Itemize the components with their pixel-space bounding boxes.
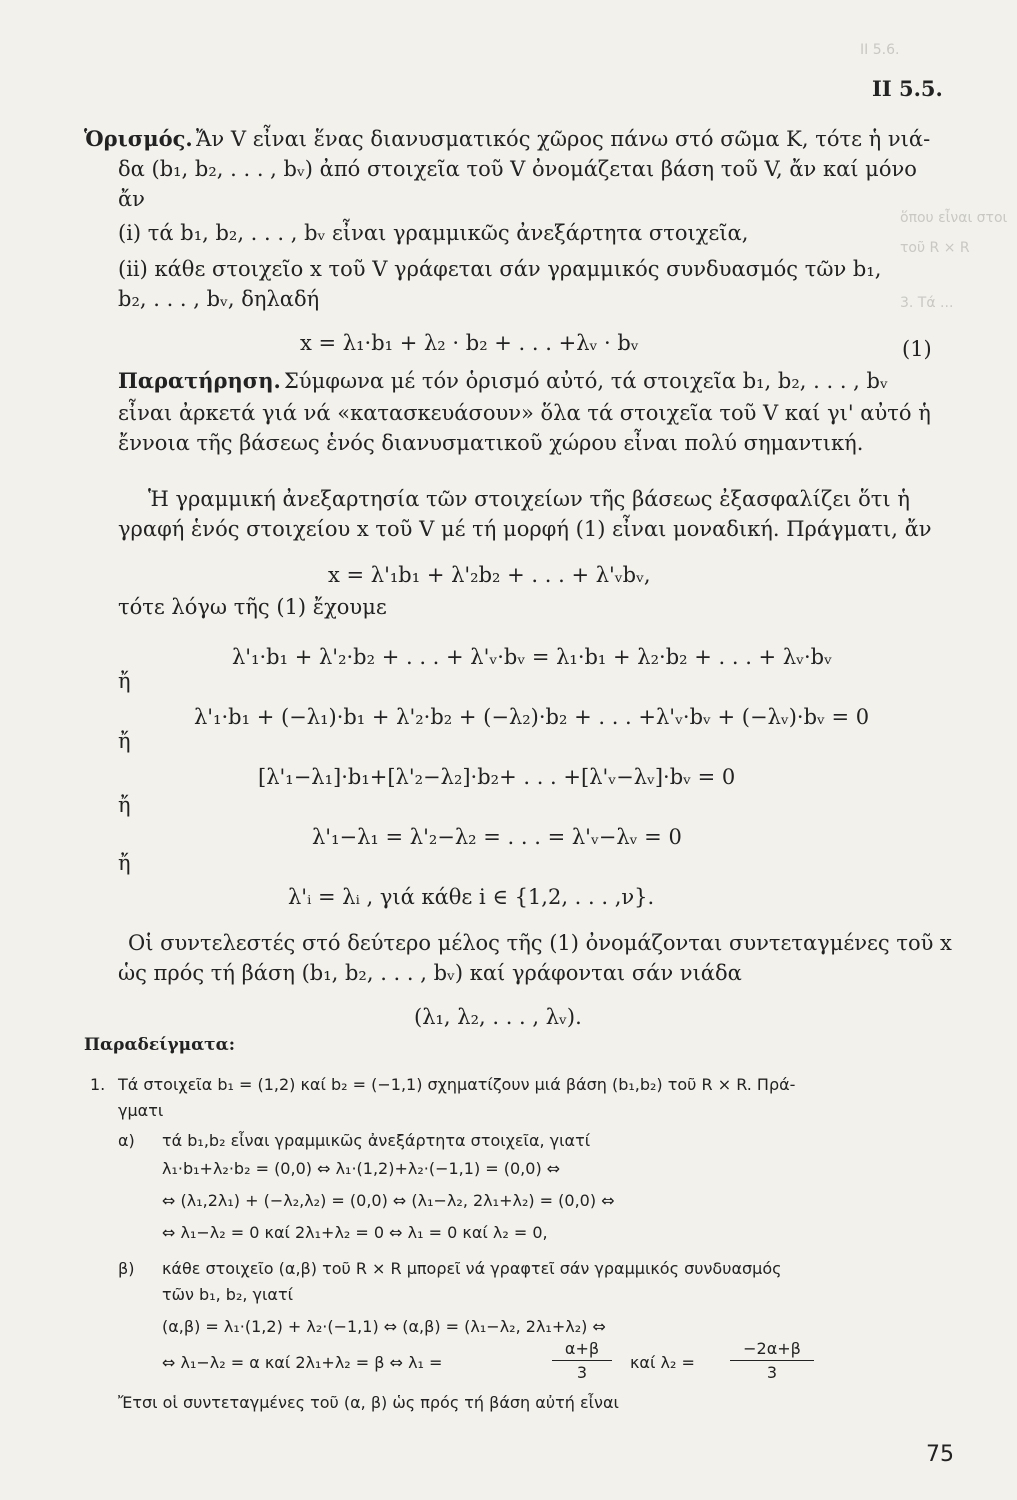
equation-chain-step: λ'₁−λ₁ = λ'₂−λ₂ = . . . = λ'ᵥ−λᵥ = 0 bbox=[312, 825, 682, 849]
fraction-2-numerator: −2α+β bbox=[730, 1338, 814, 1361]
definition-line: b₂, . . . , bᵥ, δηλαδή bbox=[118, 287, 320, 311]
example-closing-line: Ἔτσι οἱ συντεταγμένες τοῦ (α, β) ὡς πρός τή βάση αὐτή εἶναι bbox=[118, 1393, 619, 1412]
equation-assume: x = λ'₁b₁ + λ'₂b₂ + . . . + λ'ᵥbᵥ, bbox=[328, 563, 651, 587]
bleed-through-text: II 5.6. bbox=[860, 42, 900, 58]
part-beta-final-prefix: ⇔ λ₁−λ₂ = α καί 2λ₁+λ₂ = β ⇔ λ₁ = bbox=[162, 1353, 443, 1372]
equation-chain-step: λ'₁·b₁ + (−λ₁)·b₁ + λ'₂·b₂ + (−λ₂)·b₂ + . . . +λ'ᵥ·bᵥ + (−λᵥ)·bᵥ = 0 bbox=[194, 705, 870, 729]
fraction-1-denominator: 3 bbox=[576, 1363, 588, 1382]
part-beta-final-mid: καί λ₂ = bbox=[630, 1353, 695, 1372]
or-word: ἤ bbox=[118, 851, 131, 875]
fraction-2-denominator: 3 bbox=[766, 1363, 778, 1382]
definition-line: δα (b₁, b₂, . . . , bᵥ) ἀπό στοιχεῖα τοῦ V ὀνομάζεται βάση τοῦ V, ἄν καί μόνο bbox=[118, 157, 917, 181]
part-alpha-line: ⇔ λ₁−λ₂ = 0 καί 2λ₁+λ₂ = 0 ⇔ λ₁ = 0 καί λ₂ = 0, bbox=[162, 1223, 548, 1242]
equation-1: x = λ₁·b₁ + λ₂ · b₂ + . . . +λᵥ · bᵥ bbox=[300, 331, 639, 355]
uniqueness-line: γραφή ἑνός στοιχείου x τοῦ V μέ τή μορφή (1) εἶναι μοναδική. Πράγματι, ἄν bbox=[118, 517, 932, 541]
uniqueness-line: Ἡ γραμμική ἀνεξαρτησία τῶν στοιχείων τῆς βάσεως ἐξασφαλίζει ὅτι ἡ bbox=[148, 487, 910, 511]
part-alpha-line: τά b₁,b₂ εἶναι γραμμικῶς ἀνεξάρτητα στοιχεῖα, γιατί bbox=[162, 1131, 591, 1150]
coordinates-line: Οἱ συντελεστές στό δεύτερο μέλος τῆς (1) ὀνομάζονται συντεταγμένες τοῦ x bbox=[128, 931, 952, 955]
part-beta-label: β) bbox=[118, 1259, 135, 1278]
part-beta-line: (α,β) = λ₁·(1,2) + λ₂·(−1,1) ⇔ (α,β) = (λ₁−λ₂, 2λ₁+λ₂) ⇔ bbox=[162, 1317, 606, 1336]
coordinate-tuple: (λ₁, λ₂, . . . , λᵥ). bbox=[414, 1005, 582, 1029]
bleed-through-text: ὅπου εἶναι στοι bbox=[900, 210, 1008, 226]
part-beta-line: τῶν b₁, b₂, γιατί bbox=[162, 1285, 294, 1304]
definition-condition-i: (i) τά b₁, b₂, . . . , bᵥ εἶναι γραμμικῶς ἀνεξάρτητα στοιχεῖα, bbox=[118, 221, 749, 245]
then-text: τότε λόγω τῆς (1) ἔχουμε bbox=[118, 595, 387, 619]
fraction-1-numerator: α+β bbox=[552, 1338, 612, 1361]
or-word: ἤ bbox=[118, 669, 131, 693]
bleed-through-text: τοῦ R × R bbox=[900, 240, 970, 256]
page-number: 75 bbox=[926, 1442, 954, 1467]
definition-line: ἄν bbox=[118, 187, 145, 211]
part-alpha-label: α) bbox=[118, 1131, 135, 1150]
equation-1-label: (1) bbox=[902, 337, 932, 361]
example-line: Τά στοιχεῖα b₁ = (1,2) καί b₂ = (−1,1) σχηματίζουν μιά βάση (b₁,b₂) τοῦ R × R. Πρά- bbox=[118, 1075, 796, 1094]
remark-line: εἶναι ἀρκετά γιά νά «κατασκευάσουν» ὅλα τά στοιχεῖα τοῦ V καί γι' αὐτό ἡ bbox=[118, 401, 931, 425]
definition-line: Ἄν V εἶναι ἕνας διανυσματικός χῶρος πάνω στό σῶμα K, τότε ἡ νιά- bbox=[196, 127, 931, 151]
part-alpha-line: ⇔ (λ₁,2λ₁) + (−λ₂,λ₂) = (0,0) ⇔ (λ₁−λ₂, 2λ₁+λ₂) = (0,0) ⇔ bbox=[162, 1191, 615, 1210]
part-beta-line: κάθε στοιχεῖο (α,β) τοῦ R × R μπορεῖ νά γραφτεῖ σάν γραμμικός συνδυασμός bbox=[162, 1259, 782, 1278]
definition-title: Ὁρισμός. bbox=[84, 126, 193, 151]
equation-chain-step: λ'₁·b₁ + λ'₂·b₂ + . . . + λ'ᵥ·bᵥ = λ₁·b₁ + λ₂·b₂ + . . . + λᵥ·bᵥ bbox=[232, 645, 832, 669]
section-reference: II 5.5. bbox=[872, 76, 943, 101]
coordinates-line: ὡς πρός τή βάση (b₁, b₂, . . . , bᵥ) καί γράφονται σάν νιάδα bbox=[118, 961, 742, 985]
example-line: γματι bbox=[118, 1101, 164, 1120]
remark-line: ἔννοια τῆς βάσεως ἑνός διανυσματικοῦ χώρου εἶναι πολύ σημαντική. bbox=[118, 431, 864, 455]
definition-condition-ii: (ii) κάθε στοιχεῖο x τοῦ V γράφεται σάν γραμμικός συνδυασμός τῶν b₁, bbox=[118, 257, 882, 281]
remark-line: Σύμφωνα μέ τόν ὁρισμό αὐτό, τά στοιχεῖα b₁, b₂, . . . , bᵥ bbox=[284, 369, 888, 393]
examples-heading: Παραδείγματα: bbox=[84, 1035, 235, 1055]
example-number: 1. bbox=[90, 1075, 106, 1094]
remark-title: Παρατήρηση. bbox=[118, 368, 281, 393]
or-word: ἤ bbox=[118, 793, 131, 817]
part-alpha-line: λ₁·b₁+λ₂·b₂ = (0,0) ⇔ λ₁·(1,2)+λ₂·(−1,1) = (0,0) ⇔ bbox=[162, 1159, 561, 1178]
or-word: ἤ bbox=[118, 729, 131, 753]
equation-chain-step: λ'ᵢ = λᵢ , γιά κάθε i ∈ {1,2, . . . ,ν}. bbox=[288, 885, 655, 909]
equation-chain-step: [λ'₁−λ₁]·b₁+[λ'₂−λ₂]·b₂+ . . . +[λ'ᵥ−λᵥ]·bᵥ = 0 bbox=[258, 765, 736, 789]
bleed-through-text: 3. Τά ... bbox=[900, 295, 954, 311]
